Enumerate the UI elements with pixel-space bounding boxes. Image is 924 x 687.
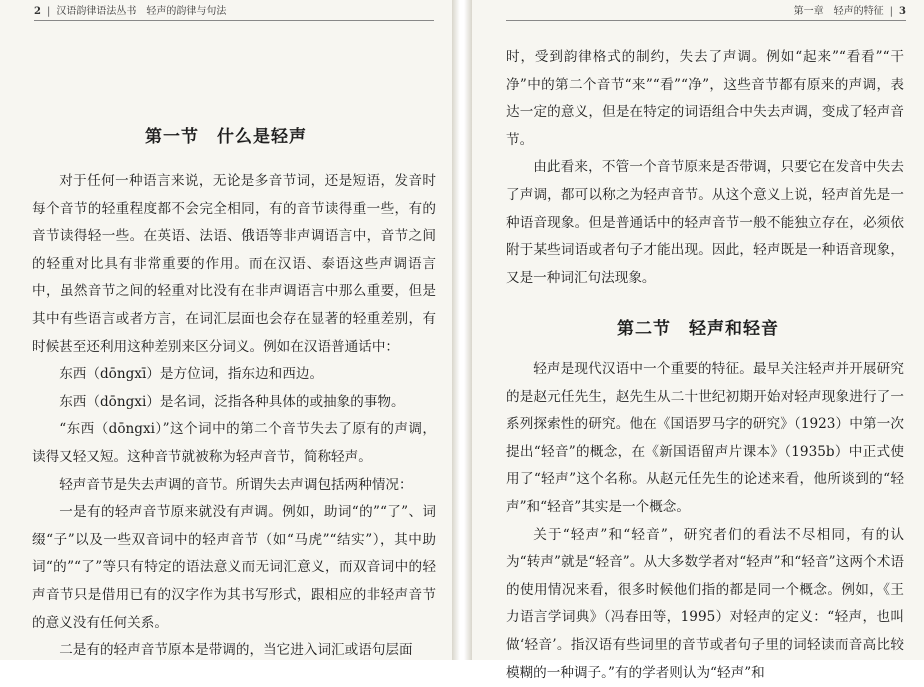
- left-page-header: 2 | 汉语韵律语法丛书 轻声的韵律与句法: [34, 4, 434, 21]
- book-gutter: [452, 0, 472, 660]
- right-page-header: 第一章 轻声的特征 | 3: [506, 4, 906, 21]
- paragraph: 轻声是现代汉语中一个重要的特征。最早关注轻声并开展研究的是赵元任先生，赵先生从二十世纪初期开始对轻声现象进行了一系列探索性的研究。他在《国语罗马字的研究》（1923）中第一次提出“轻音”的概念，在《新国语留声片课本》（1935b）中正式使用了“轻声”这个名称。从赵元任先生的论述来看，他所谈到的“轻声”和“轻音”其实是一个概念。: [506, 361, 904, 515]
- paragraph: 时，受到韵律格式的制约，失去了声调。例如“起来”“看看”“干净”中的第二个音节“来”“看”“净”，这些音节都有原来的声调，表达一定的意义，但是在特定的词语组合中失去声调，变成了轻声音节。: [506, 49, 904, 148]
- paragraph: 东西（dōngxi）是名词，泛指各种具体的或抽象的事物。: [59, 393, 405, 410]
- section-title-2: 第二节 轻声和轻音: [617, 319, 779, 339]
- series-title: 汉语韵律语法丛书: [56, 6, 137, 17]
- left-page-body: [32, 168, 436, 665]
- book-title: 轻声的韵律与句法: [146, 6, 227, 17]
- right-page: [472, 0, 924, 681]
- paragraph: 由此看来，不管一个音节原来是否带调，只要它在发音中失去了声调，都可以称之为轻声音节。从这个意义上说，轻声首先是一种语音现象。但是普通话中的轻声音节一般不能独立存在，必须依附于某些词语或者句子才能出现。因此，轻声既是一种语音现象，又是一种词汇句法现象。: [506, 159, 904, 286]
- paragraph: 东西（dōngxī）是方位词，指东边和西边。: [59, 366, 324, 383]
- paragraph: 关于“轻声”和“轻音”，研究者们的看法不尽相同，有的认为“转声”就是“轻音”。从大多数学者对“轻声”和“轻音”这两个术语的使用情况来看，很多时候他们指的都是同一个概念。例如，《王力语言学词典》（冯春田等，1995）对轻声的定义：“轻声，也叫做‘轻音’。指汉语有些词里的音节或者句子里的词轻读而音高比较模糊的一种调子。”有的学者则认为“轻声”和: [506, 526, 904, 681]
- chapter-title: 第一章 轻声的特征: [793, 6, 884, 17]
- paragraph: 一是有的轻声音节原来就没有声调。例如，助词“的”“了”、词缀“子”以及一些双音词中的轻声音节（如“马虎”“结实”），其中助词“的”“了”等只有特定的语法意义而无词汇意义，而双音词中的轻声音节只是借用已有的汉字作为其书写形式，跟相应的非轻声音节的意义没有任何关系。: [32, 504, 436, 631]
- section-title-1: 第一节 什么是轻声: [145, 127, 307, 147]
- right-page-body-bottom: [506, 356, 904, 687]
- left-page: [0, 0, 452, 660]
- left-page-number: 2: [34, 6, 41, 17]
- paragraph: 二是有的轻声音节原本是带调的，当它进入词汇或语句层面: [59, 642, 413, 659]
- right-page-body-top: [506, 44, 904, 292]
- right-page-number: 3: [899, 6, 906, 17]
- paragraph: 轻声音节是失去声调的音节。所谓失去声调包括两种情况：: [59, 476, 413, 493]
- paragraph: “东西（dōngxi）”这个词中的第二个音节失去了原有的声调，读得又轻又短。这种音节就被称为轻声音节，简称轻声。: [32, 421, 436, 465]
- paragraph: 对于任何一种语言来说，无论是多音节词，还是短语，发音时每个音节的轻重程度都不会完全相同，有的音节读得重一些，有的音节读得轻一些。在英语、法语、俄语等非声调语言中，音节之间的轻重对比具有非常重要的作用。而在汉语、泰语这些声调语言中，虽然音节之间的轻重对比没有在非声调语言中那么重要，但是其中有些语言或者方言，在词汇层面也会存在显著的轻重差别，有时候甚至还利用这种差别来区分词义。例如在汉语普通话中：: [32, 173, 436, 355]
